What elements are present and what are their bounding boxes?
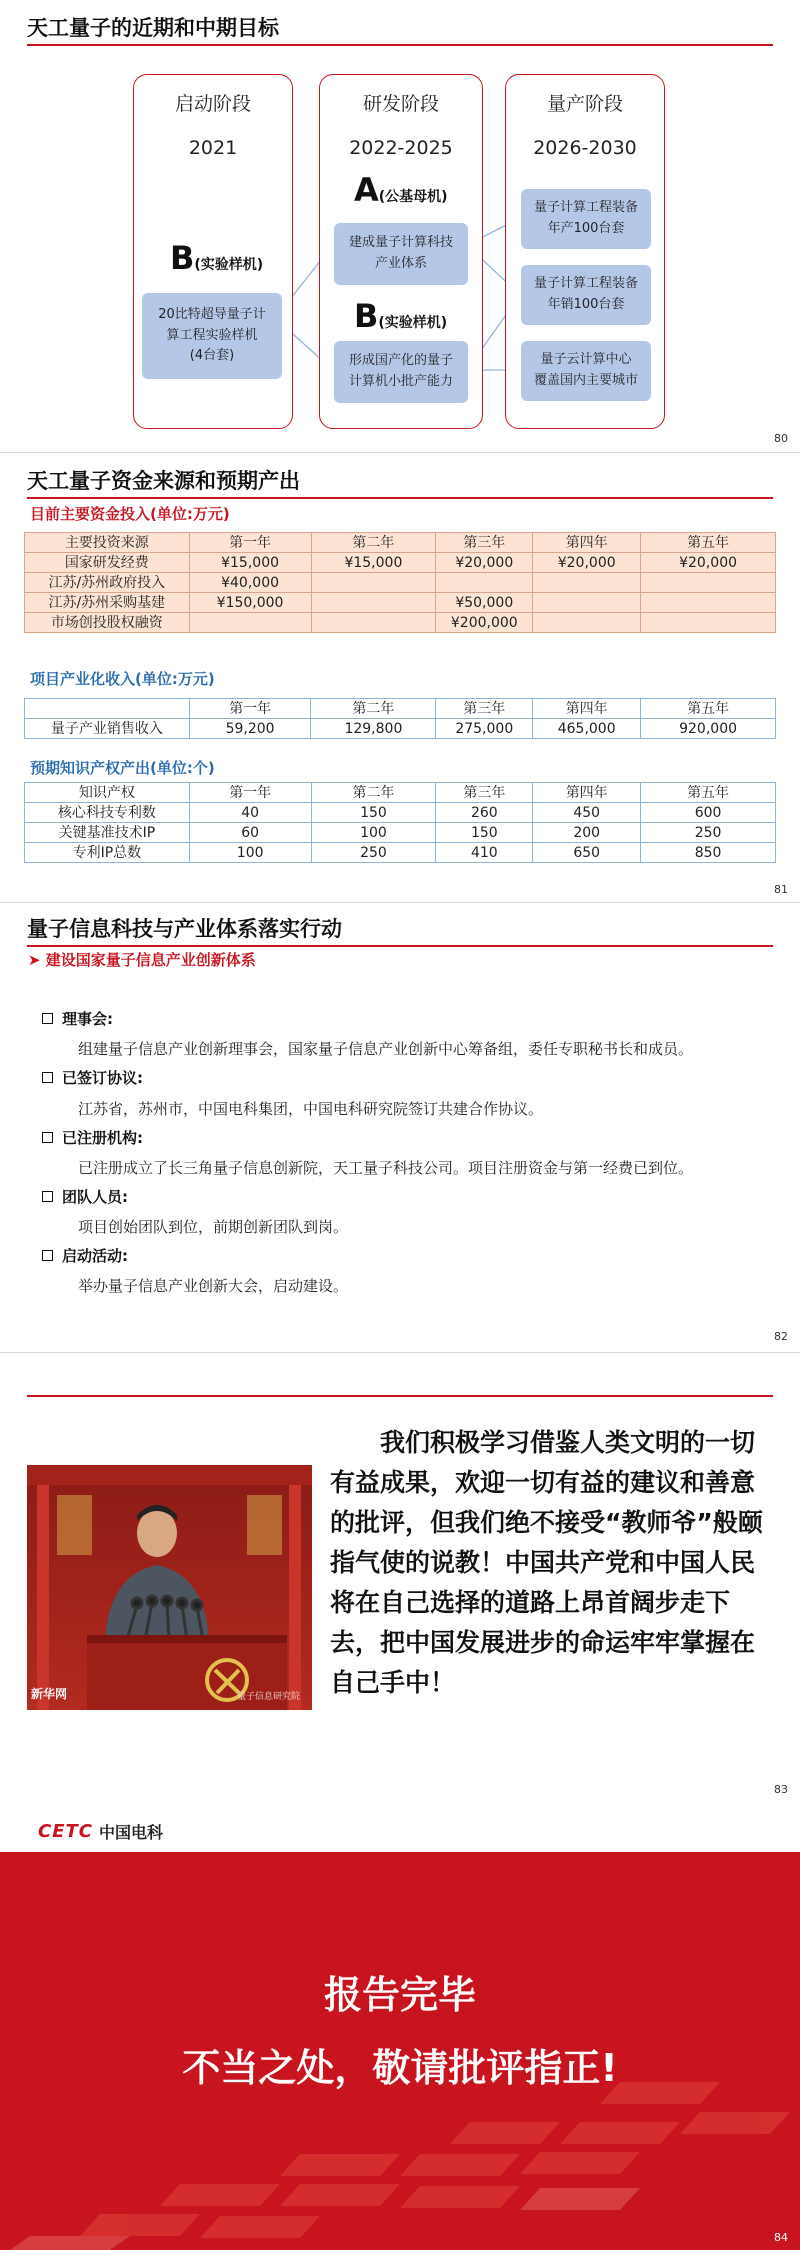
speech-photo	[27, 1465, 312, 1710]
table-cell: 江苏/苏州政府投入	[25, 573, 190, 593]
production-goal-2: 量子计算工程装备 年销100台套	[521, 265, 651, 325]
revenue-table	[24, 698, 776, 739]
page-title: 天工量子的近期和中期目标	[27, 16, 279, 40]
table-cell: 250	[641, 823, 776, 843]
ip-title: 预期知识产权产出(单位:个)	[30, 759, 215, 777]
page-title: 天工量子资金来源和预期产出	[27, 469, 300, 493]
table-cell	[311, 573, 436, 593]
table-row	[25, 593, 776, 613]
b-goal-box: 形成国产化的量子 计算机小批产能力	[334, 341, 468, 403]
funding-title: 目前主要资金投入(单位:万元)	[30, 505, 230, 523]
bullet-body: 举办量子信息产业创新大会，启动建设。	[78, 1277, 349, 1295]
slide-83	[0, 1355, 800, 1800]
stage-year: 2021	[188, 137, 238, 159]
photo-watermark: 量子信息研究院	[236, 1692, 300, 1702]
table-cell	[311, 613, 436, 633]
page-number: 84	[774, 2231, 788, 2244]
ip-table	[24, 782, 776, 863]
closing-subtitle: 不当之处，敬请批评指正!	[182, 2046, 618, 2090]
table-cell: ¥20,000	[436, 553, 533, 573]
table-cell: 国家研发经费	[25, 553, 190, 573]
table-cell: 100	[189, 843, 311, 863]
b-label: (实验样机)	[378, 315, 448, 331]
title-rule	[27, 945, 773, 947]
stage-year: 2026-2030	[533, 137, 637, 159]
table-cell: 200	[533, 823, 641, 843]
slide-81	[0, 455, 800, 905]
table-header-cell: 知识产权	[25, 783, 190, 803]
bullet-head: 已注册机构:	[42, 1127, 143, 1148]
table-header-cell: 第二年	[311, 699, 436, 719]
table-cell: 450	[533, 803, 641, 823]
title-rule	[27, 497, 773, 499]
table-header-row	[25, 699, 776, 719]
closing-panel	[0, 1852, 800, 2250]
table-header-row	[25, 783, 776, 803]
slide-82	[0, 905, 800, 1345]
table-cell: ¥50,000	[436, 593, 533, 613]
table-row	[25, 613, 776, 633]
table-row	[25, 803, 776, 823]
table-header-cell: 第三年	[436, 699, 533, 719]
table-cell: 600	[641, 803, 776, 823]
table-cell: 850	[641, 843, 776, 863]
bullet-body: 江苏省，苏州市，中国电科集团，中国电科研究院签订共建合作协议。	[78, 1100, 544, 1118]
table-cell: 60	[189, 823, 311, 843]
square-bullet-icon	[42, 1072, 53, 1083]
table-cell: ¥15,000	[311, 553, 436, 573]
table-cell: 专利IP总数	[25, 843, 190, 863]
square-bullet-icon	[42, 1191, 53, 1202]
table-cell: 465,000	[533, 719, 641, 739]
table-cell	[189, 613, 311, 633]
start-goal-box: 20比特超导量子计 算工程实验样机 (4台套)	[142, 293, 282, 379]
square-bullet-icon	[42, 1013, 53, 1024]
table-header-cell: 第五年	[641, 533, 776, 553]
square-bullet-icon	[42, 1132, 53, 1143]
slide-divider	[0, 902, 800, 903]
table-header-cell	[25, 699, 190, 719]
table-cell: 量子产业销售收入	[25, 719, 190, 739]
table-header-cell: 第二年	[311, 533, 436, 553]
table-header-row	[25, 533, 776, 553]
stage-box-production	[505, 74, 665, 429]
table-row	[25, 823, 776, 843]
revenue-title: 项目产业化收入(单位:万元)	[30, 670, 215, 688]
start-label: (实验样机)	[194, 257, 264, 273]
table-cell: 650	[533, 843, 641, 863]
table-cell	[533, 613, 641, 633]
logo-chinese: 中国电科	[99, 1823, 164, 1842]
stage-name: 启动阶段	[174, 93, 251, 115]
a-letter: A(公基母机)	[354, 171, 448, 209]
table-cell	[641, 593, 776, 613]
stage-year: 2022-2025	[349, 137, 453, 159]
stage-name: 研发阶段	[362, 93, 439, 115]
production-goal-1: 量子计算工程装备 年产100台套	[521, 189, 651, 249]
table-cell: 920,000	[641, 719, 776, 739]
table-row	[25, 573, 776, 593]
table-cell: ¥40,000	[189, 573, 311, 593]
table-cell: ¥15,000	[189, 553, 311, 573]
quote-text: 我们积极学习借鉴人类文明的一切有益成果，欢迎一切有益的建议和善意的批评，但我们绝不接受“教师爷”般颐指气使的说教！中国共产党和中国人民将在自己选择的道路上昂首阔步走下去，把中国发展进步的命运牢牢掌握在自己手中！	[330, 1428, 763, 1697]
page-number: 81	[774, 883, 788, 896]
table-cell	[533, 593, 641, 613]
bullet-head: 团队人员:	[42, 1186, 128, 1207]
table-cell: ¥150,000	[189, 593, 311, 613]
table-cell	[436, 573, 533, 593]
table-cell: 260	[436, 803, 533, 823]
production-goal-3: 量子云计算中心 覆盖国内主要城市	[521, 341, 651, 401]
table-row	[25, 553, 776, 573]
square-bullet-icon	[42, 1250, 53, 1261]
table-cell: 100	[311, 823, 436, 843]
table-cell: 市场创投股权融资	[25, 613, 190, 633]
table-cell	[641, 573, 776, 593]
table-cell: ¥20,000	[641, 553, 776, 573]
table-row	[25, 719, 776, 739]
table-row	[25, 843, 776, 863]
table-cell	[533, 573, 641, 593]
table-header-cell: 第四年	[533, 699, 641, 719]
bullet-body: 组建量子信息产业创新理事会，国家量子信息产业创新中心筹备组，委任专职秘书长和成员。	[78, 1040, 694, 1058]
b-letter: B(实验样机)	[354, 297, 448, 335]
cetc-logo	[38, 1820, 163, 1843]
table-header-cell: 第四年	[533, 533, 641, 553]
page-number: 82	[774, 1330, 788, 1343]
table-header-cell: 第一年	[189, 533, 311, 553]
bullet-head: 启动活动:	[42, 1245, 128, 1266]
table-cell: 410	[436, 843, 533, 863]
table-header-cell: 第五年	[641, 783, 776, 803]
table-cell: ¥20,000	[533, 553, 641, 573]
photo-illustration	[27, 1465, 312, 1710]
table-header-cell: 第五年	[641, 699, 776, 719]
table-cell: 核心科技专利数	[25, 803, 190, 823]
bullet-body: 项目创始团队到位，前期创新团队到岗。	[78, 1218, 349, 1236]
page-number: 80	[774, 432, 788, 445]
a-goal-box: 建成量子计算科技 产业体系	[334, 223, 468, 285]
slide-divider	[0, 452, 800, 453]
start-letter: B(实验样机)	[170, 239, 264, 277]
table-header-cell: 第二年	[311, 783, 436, 803]
table-cell: 40	[189, 803, 311, 823]
table-cell: 59,200	[189, 719, 311, 739]
bullet-head: 已签订协议:	[42, 1067, 143, 1088]
table-header-cell: 第四年	[533, 783, 641, 803]
bullet-head: 理事会:	[42, 1008, 113, 1029]
table-cell: 150	[436, 823, 533, 843]
stage-box-rd	[319, 74, 483, 429]
funding-table	[24, 532, 776, 633]
page-title: 量子信息科技与产业体系落实行动	[27, 917, 342, 941]
arrow-icon: ➤	[28, 951, 46, 969]
stage-box-start	[133, 74, 293, 429]
page-number: 83	[774, 1783, 788, 1796]
table-cell: 150	[311, 803, 436, 823]
table-header-cell: 第一年	[189, 783, 311, 803]
table-header-cell: 主要投资来源	[25, 533, 190, 553]
subtitle: ➤ 建设国家量子信息产业创新体系	[28, 951, 256, 969]
title-rule	[27, 1395, 773, 1397]
table-cell: 江苏/苏州采购基建	[25, 593, 190, 613]
closing-title: 报告完毕	[323, 1973, 476, 2017]
table-cell: 129,800	[311, 719, 436, 739]
table-header-cell: 第三年	[436, 783, 533, 803]
table-cell	[311, 593, 436, 613]
table-cell	[641, 613, 776, 633]
table-cell: 关键基准技术IP	[25, 823, 190, 843]
a-label: (公基母机)	[378, 189, 448, 205]
table-cell: ¥200,000	[436, 613, 533, 633]
table-header-cell: 第一年	[189, 699, 311, 719]
photo-caption: 新华网	[31, 1687, 68, 1701]
bullet-body: 已注册成立了长三角量子信息创新院，天工量子科技公司。项目注册资金与第一经费已到位。	[78, 1159, 694, 1177]
stage-name: 量产阶段	[546, 93, 623, 115]
slide-divider	[0, 1352, 800, 1353]
table-header-cell: 第三年	[436, 533, 533, 553]
logo-latin: CETC	[38, 1821, 93, 1842]
table-cell: 275,000	[436, 719, 533, 739]
slide-80	[0, 0, 800, 445]
table-cell: 250	[311, 843, 436, 863]
